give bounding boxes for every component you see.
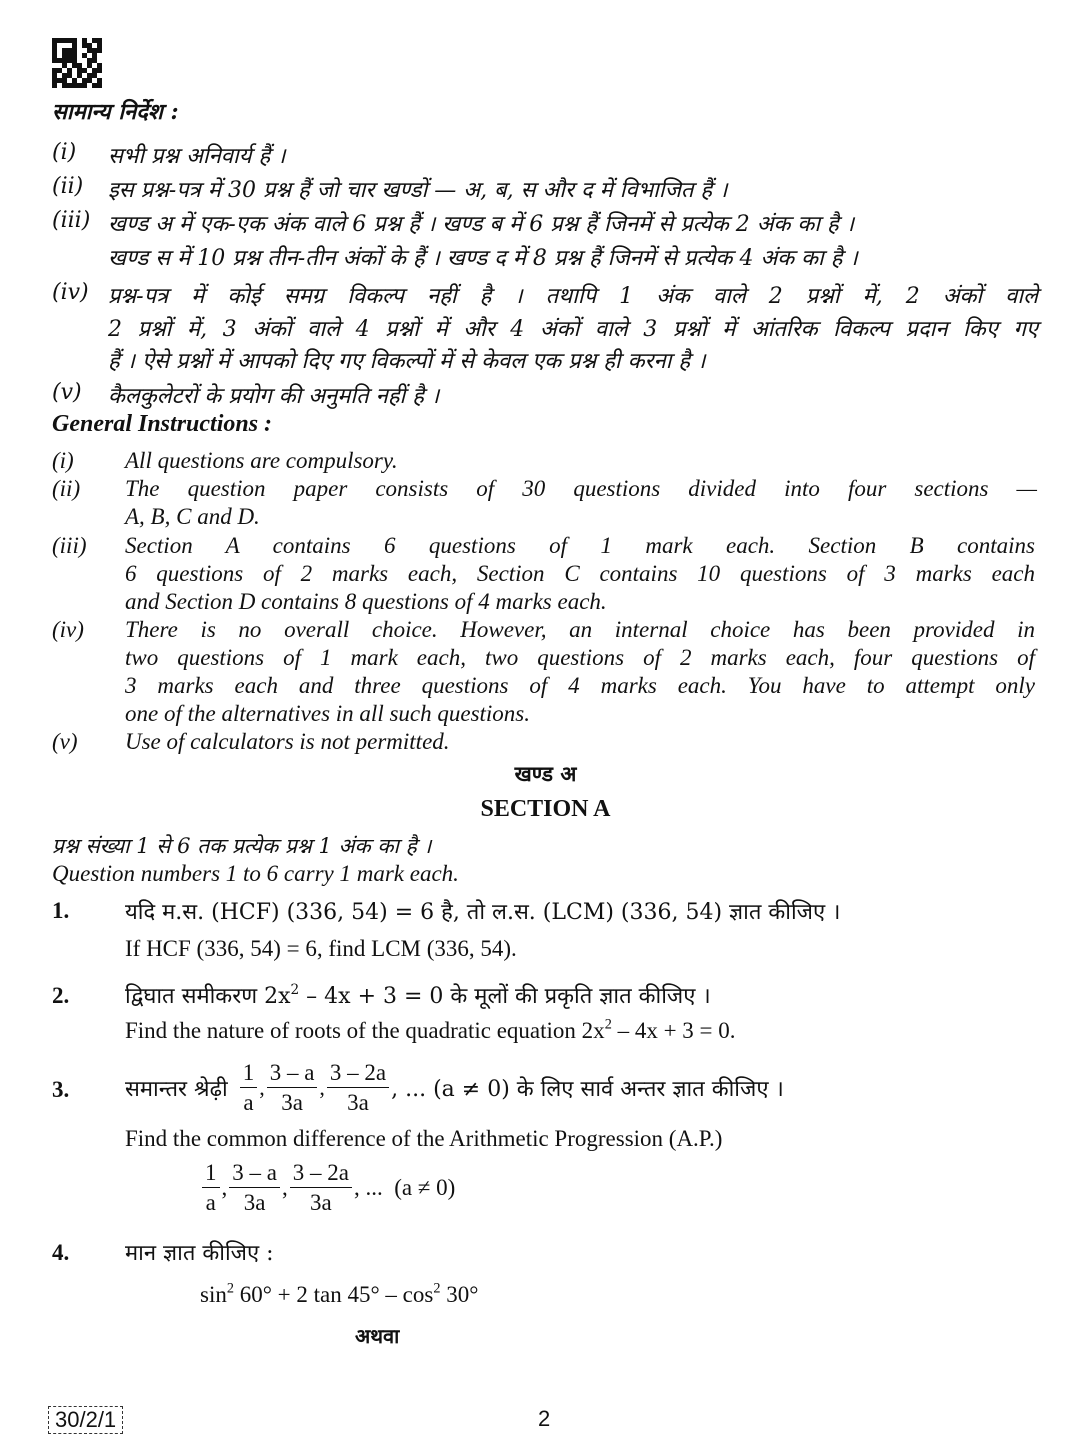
en-item-5-text: Use of calculators is not permitted.	[125, 729, 450, 754]
hi-item-4-line-3: हैं । ऐसे प्रश्नों में आपको दिए गए विकल्पों में से केवल एक प्रश्न ही करना है ।	[108, 349, 706, 374]
q4-expr-end: 30°	[440, 1282, 479, 1307]
q3-hi-fraction-3-numerator: 3 – 2a	[327, 1060, 389, 1088]
paper-code: 30/2/1	[48, 1406, 123, 1434]
en-item-1-text: All questions are compulsory.	[125, 448, 398, 473]
en-item-2-line-1: The question paper consists of 30 questions divided into four sections —	[125, 476, 1037, 501]
hi-item-3-num: (iii)	[52, 208, 91, 233]
en-item-3-num: (iii)	[52, 533, 87, 558]
en-item-5-num: (v)	[52, 729, 78, 754]
hi-item-1-text: सभी प्रश्न अनिवार्य हैं ।	[108, 144, 286, 169]
q3-en-fraction-1-denominator: a	[205, 1190, 216, 1216]
q3-en-fraction-1	[202, 1160, 220, 1216]
q3-hi-sep-2: ,	[319, 1074, 325, 1100]
q3-hi-sep-1: ,	[259, 1074, 265, 1100]
q4-expr-exp-2: 2	[433, 1280, 441, 1297]
q3-en-fraction-3	[290, 1160, 352, 1216]
q3-number: 3.	[52, 1077, 70, 1102]
hi-item-1-num: (i)	[52, 140, 77, 165]
q3-hi-fraction-2-denominator: 3a	[281, 1090, 303, 1116]
en-item-3-line-2: 6 questions of 2 marks each, Section C contains 10 questions of 3 marks each	[125, 561, 1035, 586]
q4-expr-sin: sin	[200, 1282, 227, 1307]
q1-text-hi: यदि म.स. (HCF) (336, 54) = 6 है, तो ल.स. (LCM) (336, 54) ज्ञात कीजिए ।	[125, 900, 841, 925]
q3-hi-fraction-3	[327, 1060, 389, 1116]
hi-item-4-line-2: 2 प्रश्नों में, 3 अंकों वाले 4 प्रश्नों में और 4 अंकों वाले 3 प्रश्नों में आंतरिक विकल्प प्रदान किए गए	[108, 317, 1038, 342]
q2-en-post: – 4x + 3 = 0.	[611, 1018, 736, 1043]
q2-text-en	[125, 1018, 736, 1044]
q3-en-sep-1: ,	[221, 1174, 228, 1200]
q3-en-fraction-3-denominator: 3a	[309, 1190, 332, 1216]
en-item-3-line-3: and Section D contains 8 questions of 4 marks each.	[125, 589, 607, 614]
hi-item-3-line-1: खण्ड अ में एक-एक अंक वाले 6 प्रश्न हैं । खण्ड ब में 6 प्रश्न हैं जिनमें से प्रत्येक 2 अंक का है ।	[108, 212, 855, 237]
q3-hi-fraction-1-numerator: 1	[240, 1060, 258, 1088]
page-number: 2	[538, 1406, 551, 1431]
q3-hi-fraction-3-denominator: 3a	[347, 1090, 369, 1116]
instructions-heading-hi: सामान्य निर्देश :	[52, 99, 179, 125]
q3-text-en: Find the common difference of the Arithmetic Progression (A.P.)	[125, 1126, 723, 1151]
hi-item-5-text: कैलकुलेटरों के प्रयोग की अनुमति नहीं है ।	[108, 384, 440, 409]
en-item-3-line-1: Section A contains 6 questions of 1 mark each. Section B contains	[125, 533, 1035, 558]
q3-en-post: , ... (a ≠ 0)	[353, 1174, 456, 1200]
q3-en-sep-2: ,	[281, 1174, 288, 1200]
q2-en-exponent: 2	[604, 1016, 612, 1033]
q3-en-fraction-2	[229, 1160, 280, 1216]
hi-item-4-num: (iv)	[52, 280, 89, 305]
en-item-4-line-3: 3 marks each and three questions of 4 marks each. You have to attempt only	[125, 673, 1035, 698]
section-heading-hi: खण्ड अ	[514, 761, 577, 786]
q1-text-en: If HCF (336, 54) = 6, find LCM (336, 54).	[125, 936, 517, 961]
en-item-4-num: (iv)	[52, 617, 84, 642]
q4-expr-exp-1: 2	[226, 1280, 234, 1297]
q3-hi-fraction-1	[240, 1060, 258, 1116]
q3-en-fraction-1-numerator: 1	[202, 1160, 220, 1188]
q3-text-hi	[125, 1060, 784, 1116]
hi-item-2-text: इस प्रश्न-पत्र में 30 प्रश्न हैं जो चार खण्डों — अ, ब, स और द में विभाजित हैं ।	[108, 178, 728, 203]
q3-hi-fraction-2-numerator: 3 – a	[267, 1060, 318, 1088]
q2-hi-exponent: 2	[290, 982, 300, 999]
en-item-4-line-4: one of the alternatives in all such questions.	[125, 701, 531, 726]
en-item-4-line-2: two questions of 1 mark each, two questions of 2 marks each, four questions of	[125, 645, 1035, 670]
q2-number: 2.	[52, 983, 70, 1008]
q3-en-fraction-2-numerator: 3 – a	[229, 1160, 280, 1188]
q3-expression-en	[200, 1160, 455, 1216]
en-item-1-num: (i)	[52, 448, 74, 473]
q4-expr-middle: 60° + 2 tan 45° – cos	[233, 1282, 434, 1307]
section-heading-en: SECTION A	[480, 796, 611, 822]
en-item-4-line-1: There is no overall choice. However, an internal choice has been provided in	[125, 617, 1035, 642]
q2-en-pre: Find the nature of roots of the quadratic equation 2x	[125, 1018, 605, 1043]
hi-item-5-num: (v)	[52, 380, 82, 405]
q2-text-hi	[125, 980, 711, 1010]
section-note-hi: प्रश्न संख्या 1 से 6 तक प्रत्येक प्रश्न 1 अंक का है ।	[52, 834, 432, 858]
hi-item-4-line-1: प्रश्न-पत्र में कोई समग्र विकल्प नहीं है । तथापि 1 अंक वाले 2 प्रश्नों में, 2 अंकों वाले	[108, 284, 1038, 309]
q3-en-fraction-3-numerator: 3 – 2a	[290, 1160, 352, 1188]
hi-item-2-num: (ii)	[52, 174, 84, 199]
q4-or: अथवा	[355, 1324, 400, 1348]
q1-number: 1.	[52, 898, 70, 923]
q3-hi-post: , ... (a ≠ 0) के लिए सार्व अन्तर ज्ञात कीजिए ।	[391, 1076, 784, 1102]
q3-hi-fraction-2	[267, 1060, 318, 1116]
instructions-heading-en: General Instructions :	[52, 411, 273, 437]
q4-expression	[200, 1282, 478, 1308]
q2-hi-pre: द्विघात समीकरण 2x	[125, 984, 291, 1009]
hi-item-3-line-2: खण्ड स में 10 प्रश्न तीन-तीन अंकों के हैं । खण्ड द में 8 प्रश्न हैं जिनमें से प्रत्येक 4 अंक का है ।	[108, 246, 858, 271]
q3-hi-pre: समान्तर श्रेढ़ी	[125, 1076, 228, 1102]
qr-code-icon	[52, 38, 102, 88]
en-item-2-num: (ii)	[52, 476, 81, 501]
q3-en-fraction-2-denominator: 3a	[243, 1190, 266, 1216]
section-note-en: Question numbers 1 to 6 carry 1 mark each.	[52, 861, 459, 886]
q4-text-hi: मान ज्ञात कीजिए :	[125, 1241, 274, 1266]
q4-number: 4.	[52, 1240, 70, 1265]
en-item-2-line-2: A, B, C and D.	[125, 504, 260, 529]
q2-hi-post: – 4x + 3 = 0 के मूलों की प्रकृति ज्ञात कीजिए ।	[299, 984, 711, 1009]
q3-hi-fraction-1-denominator: a	[243, 1090, 254, 1116]
